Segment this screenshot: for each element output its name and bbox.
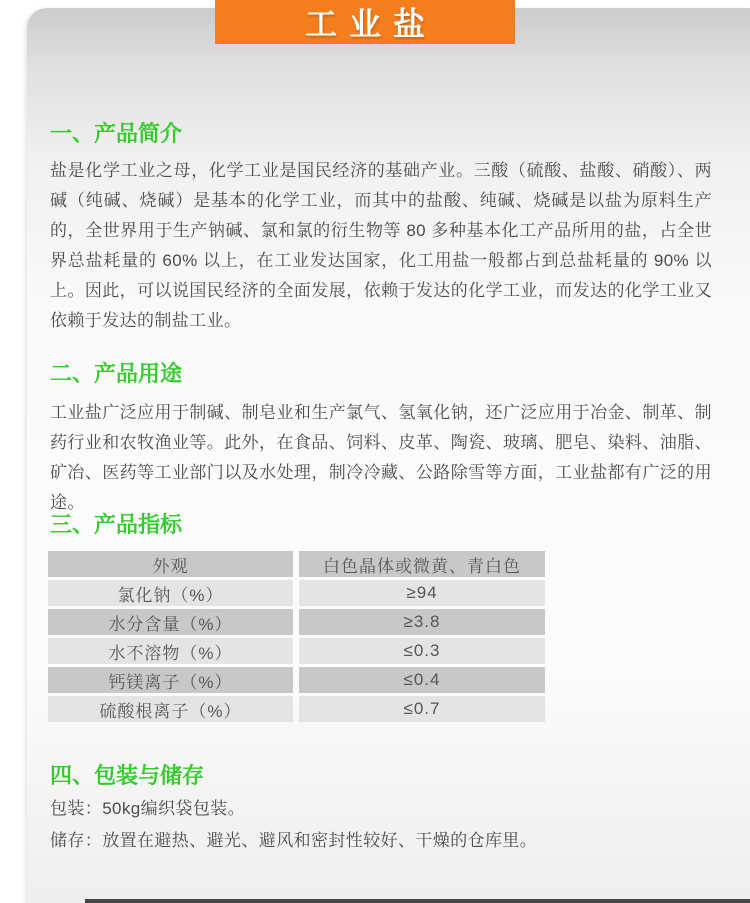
- table-row-insoluble: [48, 638, 545, 664]
- spec-label: 硫酸根离子（%）: [48, 696, 293, 722]
- table-row-camg: [48, 667, 545, 693]
- spec-value: ≤0.4: [299, 667, 545, 693]
- bottom-divider: [85, 899, 750, 903]
- intro-paragraph: 盐是化学工业之母，化学工业是国民经济的基础产业。三酸（硫酸、盐酸、硝酸）、两碱（纯碱、烧碱）是基本的化学工业，而其中的盐酸、纯碱、烧碱是以盐为原料生产的，全世界用于生产钠碱、氯和氯的衍生物等 80 多种基本化工产品所用的盐，占全世界总盐耗量的 60% 以上，在工业发达国家，化工用盐一般都占到总盐耗量的 90% 以上。因此，可以说国民经济的全面发展，依赖于发达的化学工业，而发达的化学工业又依赖于发达的制盐工业。: [50, 161, 712, 330]
- spec-value: ≥94: [299, 580, 545, 606]
- page-title: 工业盐: [304, 6, 437, 42]
- title-banner: [215, 0, 515, 44]
- table-row-sulfate: [48, 696, 545, 722]
- spec-label: 水不溶物（%）: [48, 638, 293, 664]
- storage-line: 储存：放置在避热、避光、避风和密封性较好、干燥的仓库里。: [50, 831, 538, 850]
- section-heading-packaging: 四、包装与储存: [50, 763, 205, 788]
- section-heading-intro: 一、产品简介: [50, 121, 183, 146]
- spec-value: ≤0.3: [299, 638, 545, 664]
- uses-paragraph: 工业盐广泛应用于制碱、制皂业和生产氯气、氢氧化钠，还广泛应用于冶金、制革、制药行业和农牧渔业等。此外，在食品、饲料、皮革、陶瓷、玻璃、肥皂、染料、油脂、矿冶、医药等工业部门以及水处理，制冷冷藏、公路除雪等方面，工业盐都有广泛的用途。: [50, 403, 712, 512]
- spec-value: ≥3.8: [299, 609, 545, 635]
- spec-label: 外观: [48, 551, 293, 577]
- section-heading-specs: 三、产品指标: [50, 512, 183, 537]
- packaging-line: 包装：50kg编织袋包装。: [50, 799, 246, 818]
- spec-table: [48, 551, 545, 722]
- table-row-appearance: [48, 551, 545, 577]
- table-row-moisture: [48, 609, 545, 635]
- spec-label: 钙镁离子（%）: [48, 667, 293, 693]
- table-row-nacl: [48, 580, 545, 606]
- spec-label: 水分含量（%）: [48, 609, 293, 635]
- spec-value: ≤0.7: [299, 696, 545, 722]
- spec-value: 白色晶体或微黄、青白色: [299, 551, 545, 577]
- section-heading-uses: 二、产品用途: [50, 361, 183, 386]
- spec-label: 氯化钠（%）: [48, 580, 293, 606]
